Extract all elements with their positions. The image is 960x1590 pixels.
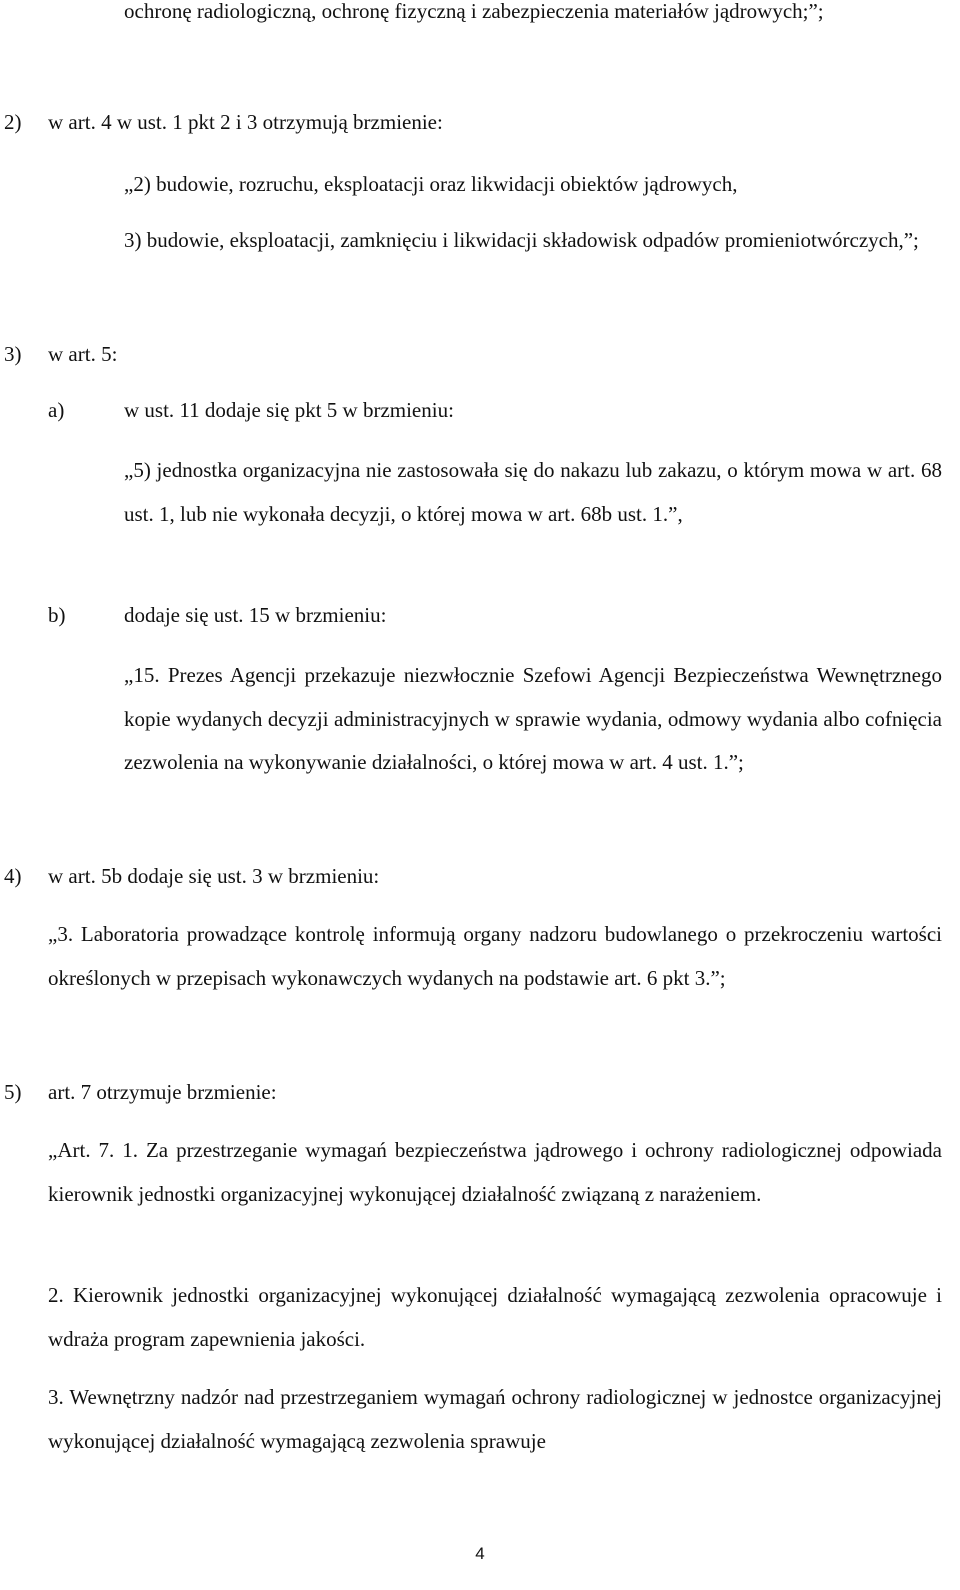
- item-5-text: art. 7 otrzymuje brzmienie:: [48, 1080, 277, 1104]
- item-3a-label: a): [48, 398, 65, 422]
- item-3-label: 3): [4, 342, 22, 366]
- item-5-label: 5): [4, 1080, 22, 1104]
- item-4-quote: „3. Laboratoria prowadzące kontrolę informują organy nadzoru budowlanego o przekroczeniu wartości określonych w przepisach wykonawczych wydanych na podstawie art. 6 pkt 3.”;: [48, 922, 942, 990]
- page-number: 4: [475, 1544, 485, 1563]
- item-4-text: w art. 5b dodaje się ust. 3 w brzmieniu:: [48, 864, 380, 888]
- continuation-paragraph: ochronę radiologiczną, ochronę fizyczną i zabezpieczenia materiałów jądrowych;”;: [124, 0, 824, 23]
- item-4-label: 4): [4, 864, 22, 888]
- item-3a-text: w ust. 11 dodaje się pkt 5 w brzmieniu:: [124, 398, 454, 422]
- item-2-label: 2): [4, 110, 22, 134]
- item-3b-label: b): [48, 603, 66, 627]
- item-2-text: w art. 4 w ust. 1 pkt 2 i 3 otrzymują brzmienie:: [48, 110, 443, 134]
- item-2-quote-pkt2: „2) budowie, rozruchu, eksploatacji oraz likwidacji obiektów jądrowych,: [124, 172, 738, 196]
- item-2-quote-pkt3: 3) budowie, eksploatacji, zamknięciu i likwidacji składowisk odpadów promieniotwórczych,”;: [124, 228, 919, 252]
- item-5-quote-1: „Art. 7. 1. Za przestrzeganie wymagań bezpieczeństwa jądrowego i ochrony radiologicznej odpowiada kierownik jednostki organizacyjnej wykonującej działalność związaną z narażeniem.: [48, 1138, 942, 1206]
- item-3b-quote: „15. Prezes Agencji przekazuje niezwłocznie Szefowi Agencji Bezpieczeństwa Wewnętrznego kopie wydanych decyzji administracyjnych w sprawie wydania, odmowy wydania albo cofnięcia zezwolenia na wykonywanie działalności, o której mowa w art. 4 ust. 1.”;: [124, 663, 942, 775]
- item-5-quote-2: 2. Kierownik jednostki organizacyjnej wykonującej działalność wymagającą zezwolenia opracowuje i wdraża program zapewnienia jakości.: [48, 1283, 942, 1351]
- item-3b-text: dodaje się ust. 15 w brzmieniu:: [124, 603, 387, 627]
- item-3-text: w art. 5:: [48, 342, 118, 366]
- item-5-quote-3: 3. Wewnętrzny nadzór nad przestrzeganiem wymagań ochrony radiologicznej w jednostce organizacyjnej wykonującej działalność wymagającą zezwolenia sprawuje: [48, 1385, 942, 1453]
- item-3a-quote: „5) jednostka organizacyjna nie zastosowała się do nakazu lub zakazu, o którym mowa w art. 68 ust. 1, lub nie wykonała decyzji, o której mowa w art. 68b ust. 1.”,: [124, 458, 942, 526]
